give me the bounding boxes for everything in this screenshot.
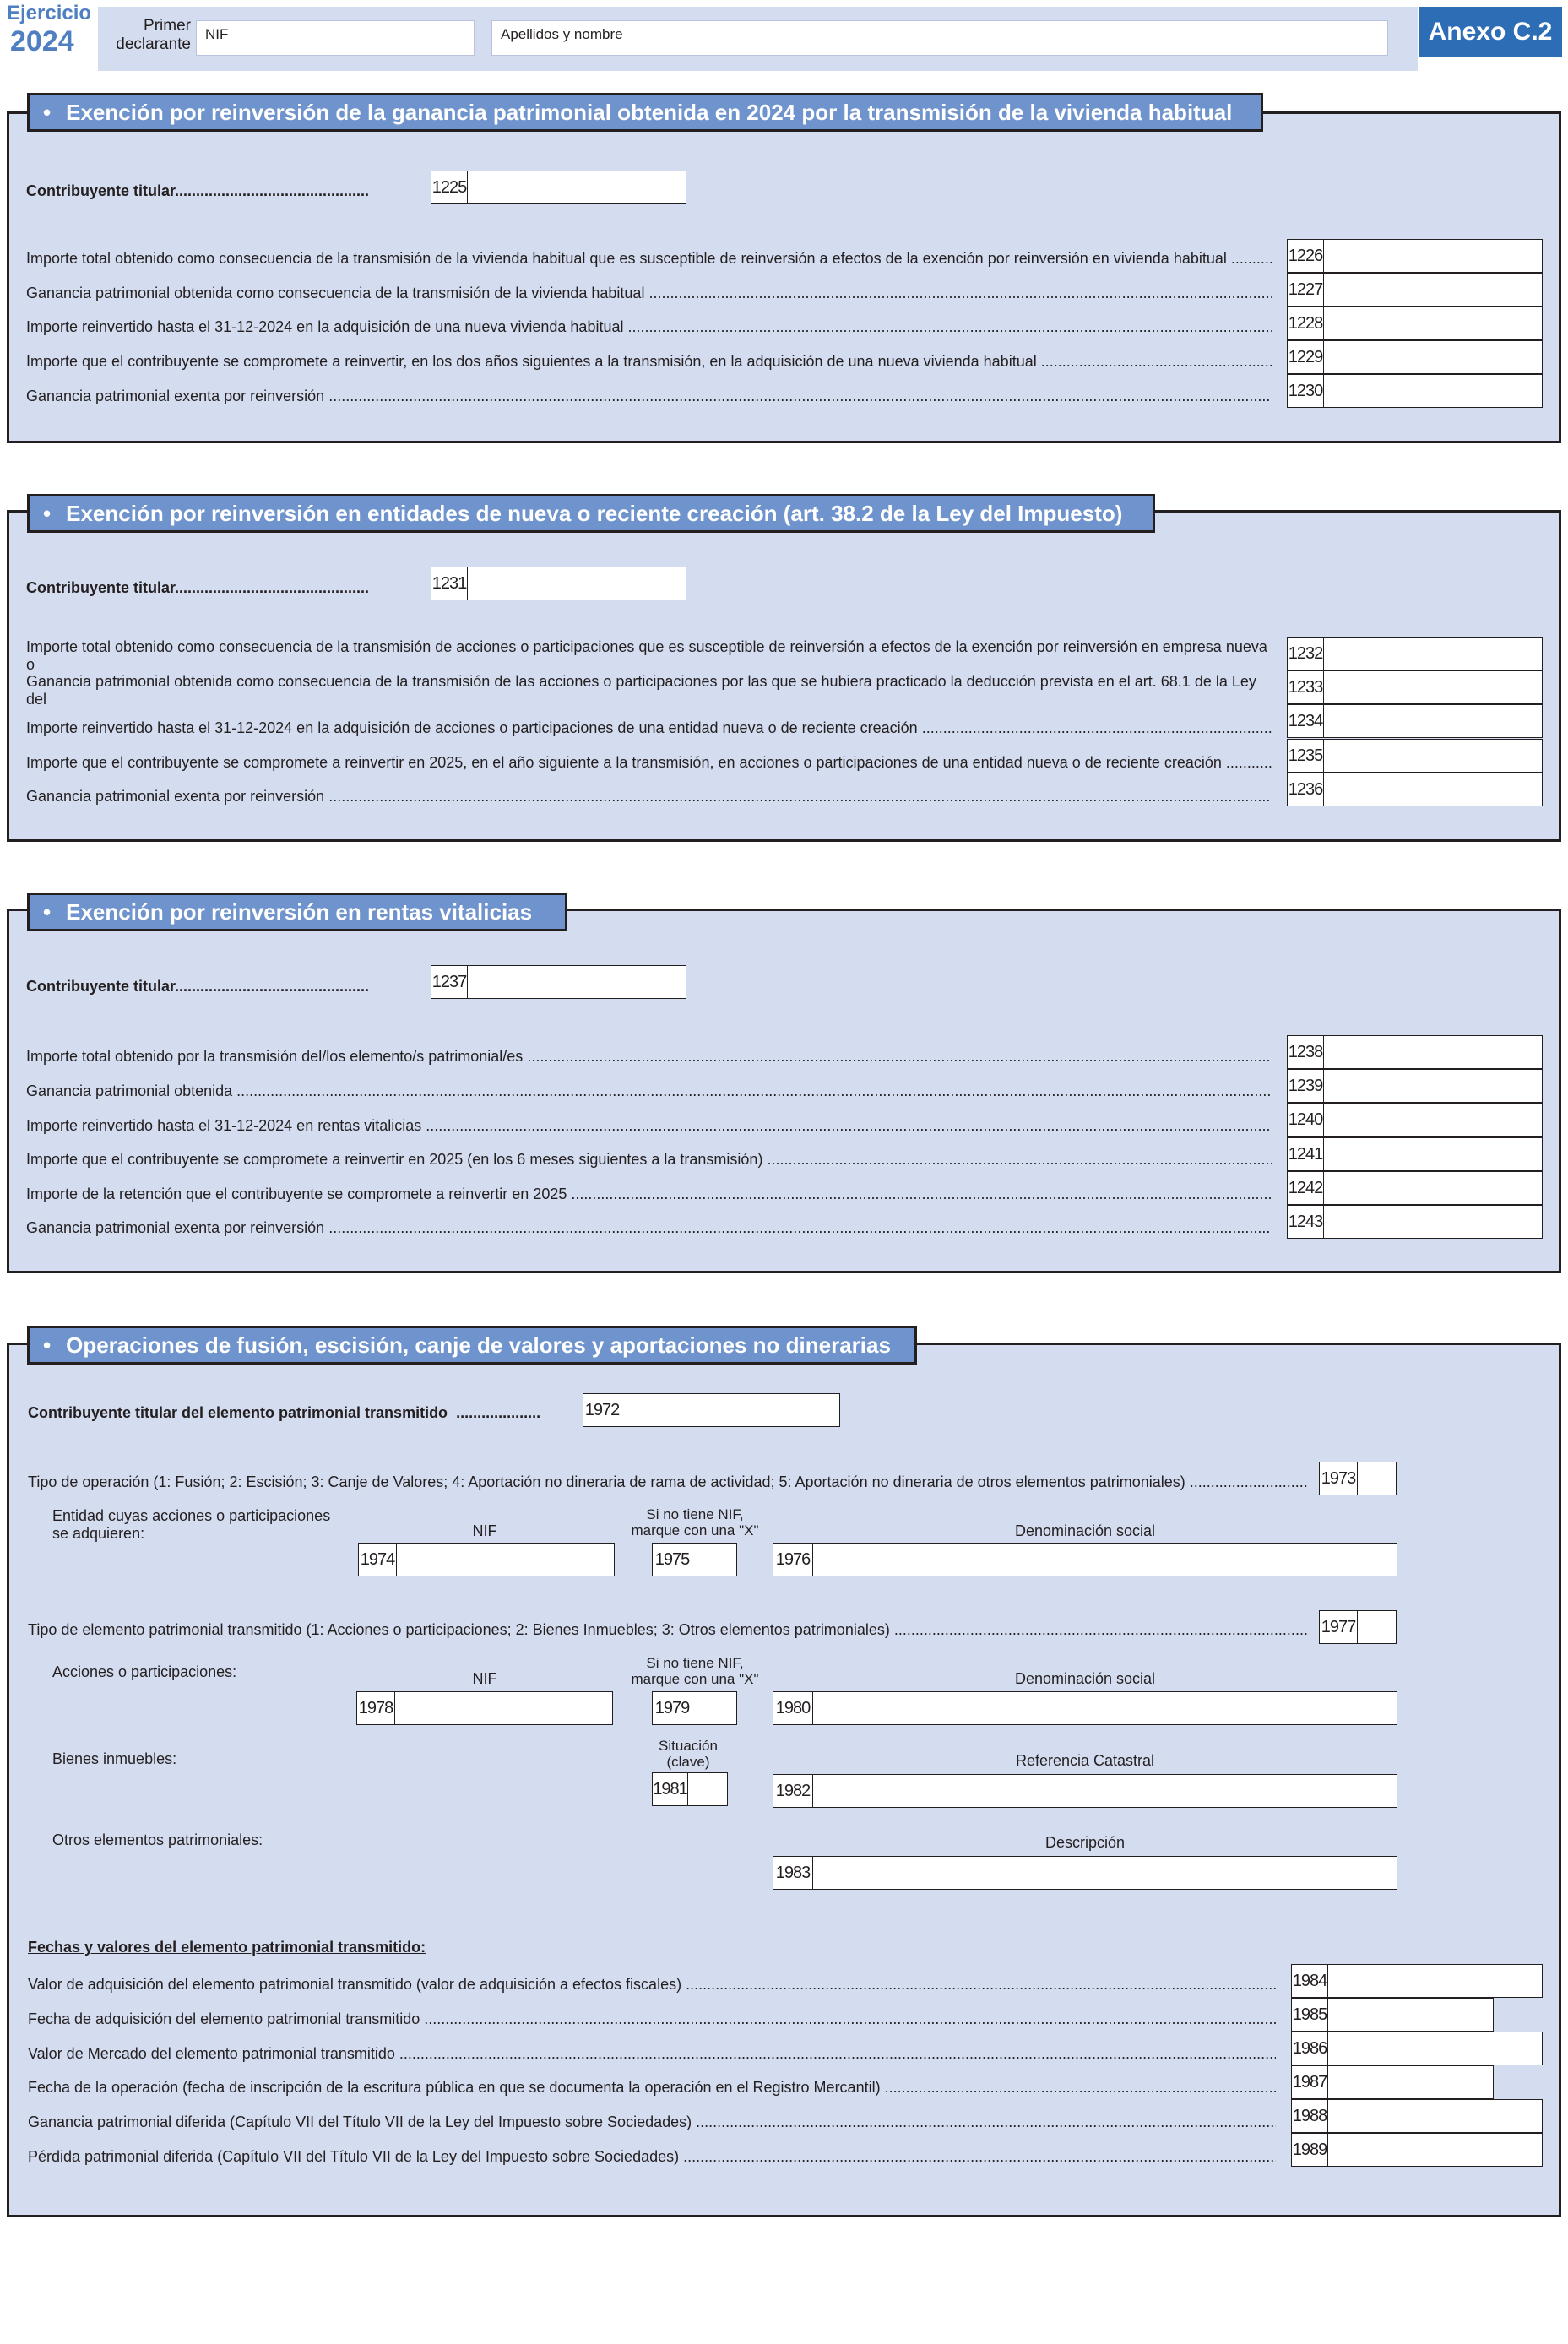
row-label-1984: Valor de adquisición del elemento patrimonial transmitido (valor de adquisición a efectos fiscales) .....: [28, 1976, 1276, 1994]
ejercicio-year: 2024: [10, 25, 74, 57]
code-1982: 1982: [773, 1774, 813, 1808]
primer-declarante-label: Primer declarante: [116, 17, 191, 53]
anexo-badge: Anexo C.2: [1419, 7, 1562, 57]
input-1229[interactable]: [1323, 340, 1543, 374]
row-label-1988: Ganancia patrimonial diferida (Capítulo VII del Título VII de la Ley del Impuesto sobre Sociedades) .....: [28, 2113, 1276, 2131]
row-label-1238: Importe total obtenido por la transmisión del/los elemento/s patrimonial/es .....: [26, 1048, 1272, 1066]
row-label-1986: Valor de Mercado del elemento patrimonial transmitido .....: [28, 2045, 1276, 2063]
input-1985[interactable]: [1327, 1998, 1494, 2032]
row-label-1243: Ganancia patrimonial exenta por reinversión .....: [26, 1219, 1272, 1237]
referencia-catastral-label: Referencia Catastral: [1015, 1752, 1155, 1769]
code-1985: 1985: [1291, 1998, 1328, 2032]
input-1978[interactable]: [394, 1691, 613, 1725]
input-1231[interactable]: [467, 567, 686, 600]
code-1240: 1240: [1287, 1103, 1324, 1137]
input-1983[interactable]: [812, 1856, 1397, 1890]
input-1973[interactable]: [1357, 1462, 1397, 1495]
code-1230: 1230: [1287, 374, 1324, 408]
code-1981: 1981: [652, 1772, 688, 1806]
input-1230[interactable]: [1323, 374, 1543, 408]
input-1232[interactable]: [1323, 637, 1543, 670]
input-1234[interactable]: [1323, 704, 1543, 738]
sin-nif-label: Si no tiene NIF, marque con una "X": [631, 1506, 759, 1538]
input-1228[interactable]: [1323, 307, 1543, 340]
code-1977: 1977: [1319, 1610, 1358, 1644]
code-1987: 1987: [1291, 2065, 1328, 2099]
code-1986: 1986: [1291, 2032, 1328, 2065]
row-label-1239: Ganancia patrimonial obtenida .....: [26, 1082, 1272, 1100]
row-label-1230: Ganancia patrimonial exenta por reinversión .....: [26, 388, 1272, 405]
section-title-vivienda: • Exención por reinversión de la ganancia patrimonial obtenida en 2024 por la transmisión de la vivienda habitual: [27, 93, 1263, 132]
input-1989[interactable]: [1327, 2133, 1543, 2167]
code-1975: 1975: [652, 1543, 692, 1576]
code-1978: 1978: [356, 1691, 395, 1725]
input-1977[interactable]: [1357, 1610, 1397, 1644]
code-1234: 1234: [1287, 704, 1324, 738]
row-label-1240: Importe reinvertido hasta el 31-12-2024 en rentas vitalicias .....: [26, 1117, 1272, 1135]
input-1225[interactable]: [467, 171, 686, 204]
input-1242[interactable]: [1323, 1171, 1543, 1205]
input-1233[interactable]: [1323, 670, 1543, 704]
apellidos-nombre-field[interactable]: [491, 20, 1388, 56]
code-1974: 1974: [358, 1543, 397, 1576]
denominacion-column-label: Denominación social: [1014, 1670, 1156, 1687]
input-1988[interactable]: [1327, 2099, 1543, 2133]
row-label-1232: Importe total obtenido como consecuencia de la transmisión de acciones o participaciones que es susceptible de reinversión a efectos de la exención por reinversión en empresa nueva o: [26, 638, 1267, 673]
code-1227: 1227: [1287, 273, 1324, 307]
section-title-rentas-vitalicias: • Exención por reinversión en rentas vitalicias: [27, 893, 567, 931]
code-1976: 1976: [773, 1543, 813, 1576]
descripcion-label: Descripción: [1044, 1834, 1126, 1851]
code-1229: 1229: [1287, 340, 1324, 374]
input-1241[interactable]: [1323, 1137, 1543, 1171]
code-1235: 1235: [1287, 739, 1324, 773]
situacion-label: Situación (clave): [659, 1738, 718, 1770]
code-1243: 1243: [1287, 1205, 1324, 1239]
code-1233: 1233: [1287, 670, 1324, 704]
input-1982[interactable]: [812, 1774, 1397, 1808]
input-1237[interactable]: [467, 965, 686, 999]
input-1980[interactable]: [812, 1691, 1397, 1725]
otros-elementos-label: Otros elementos patrimoniales:: [52, 1831, 263, 1848]
row-label-1228: Importe reinvertido hasta el 31-12-2024 en la adquisición de una nueva vivienda habitual .....: [26, 318, 1272, 336]
row-label-1235: Importe que el contribuyente se compromete a reinvertir en 2025, en el año siguiente a la transmisión, en acciones o participaciones de una entidad nueva o de reciente creación .....: [26, 754, 1272, 772]
input-1974[interactable]: [396, 1543, 615, 1576]
code-1239: 1239: [1287, 1069, 1324, 1103]
code-1238: 1238: [1287, 1035, 1324, 1069]
row-label-1985: Fecha de adquisición del elemento patrimonial transmitido .....: [28, 2010, 1276, 2028]
input-1984[interactable]: [1327, 1964, 1543, 1998]
fechas-valores-title: Fechas y valores del elemento patrimonial transmitido:: [28, 1939, 426, 1956]
input-1226[interactable]: [1323, 239, 1543, 273]
acciones-label: Acciones o participaciones:: [52, 1663, 237, 1680]
input-1976[interactable]: [812, 1543, 1397, 1576]
row-label-1233: Ganancia patrimonial obtenida como consecuencia de la transmisión de las acciones o participaciones por las que se hubiera practicado la deducción prevista en el art. 68.1 de la Ley del: [26, 673, 1256, 708]
input-1227[interactable]: [1323, 273, 1543, 307]
nif-column-label: NIF: [472, 1670, 497, 1687]
code-1232: 1232: [1287, 637, 1324, 670]
nif-field[interactable]: [196, 20, 475, 56]
input-1238[interactable]: [1323, 1035, 1543, 1069]
checkbox-1979[interactable]: [692, 1691, 737, 1725]
input-1239[interactable]: [1323, 1069, 1543, 1103]
contribuyente-elemento-label: Contribuyente titular del elemento patrimonial transmitido ....................: [28, 1404, 541, 1421]
row-label-1229: Importe que el contribuyente se compromete a reinvertir, en los dos años siguientes a la transmisión, en la adquisición de una nueva vivienda habitual .....: [26, 353, 1272, 371]
code-1231: 1231: [431, 567, 468, 600]
section-title-fusion: • Operaciones de fusión, escisión, canje de valores y aportaciones no dinerarias: [27, 1326, 917, 1365]
tipo-operacion-label: Tipo de operación (1: Fusión; 2: Escisión; 3: Canje de Valores; 4: Aportación no dineraria de rama de actividad; 5: Aportación no dineraria de otros elementos patrimoniales) .....: [28, 1473, 1307, 1491]
code-1228: 1228: [1287, 307, 1324, 340]
input-1240[interactable]: [1323, 1103, 1543, 1137]
denominacion-column-label: Denominación social: [1014, 1522, 1156, 1539]
row-label-1242: Importe de la retención que el contribuyente se compromete a reinvertir en 2025 .....: [26, 1186, 1272, 1203]
input-1235[interactable]: [1323, 739, 1543, 773]
input-1972[interactable]: [621, 1393, 840, 1427]
input-1243[interactable]: [1323, 1205, 1543, 1239]
code-1226: 1226: [1287, 239, 1324, 273]
code-1980: 1980: [773, 1691, 813, 1725]
row-label-1234: Importe reinvertido hasta el 31-12-2024 en la adquisición de acciones o participaciones de una entidad nueva o de reciente creación .....: [26, 719, 1272, 737]
code-1242: 1242: [1287, 1171, 1324, 1205]
nif-column-label: NIF: [472, 1522, 497, 1539]
row-label-1987: Fecha de la operación (fecha de inscripción de la escritura pública en que se documenta la operación en el Registro Mercantil) .....: [28, 2079, 1276, 2097]
entidad-label: Entidad cuyas acciones o participaciones se adquieren:: [52, 1507, 331, 1542]
nif-label: NIF: [205, 26, 229, 42]
code-1988: 1988: [1291, 2099, 1328, 2133]
input-1981[interactable]: [687, 1772, 728, 1806]
checkbox-1975[interactable]: [692, 1543, 737, 1576]
code-1972: 1972: [583, 1393, 621, 1427]
row-label-1226: Importe total obtenido como consecuencia de la transmisión de la vivienda habitual que es susceptible de reinversión a efectos de la exención por reinversión en vivienda habitual .....: [26, 250, 1272, 268]
code-1236: 1236: [1287, 773, 1324, 806]
code-1241: 1241: [1287, 1137, 1324, 1171]
code-1979: 1979: [652, 1691, 692, 1725]
input-1986[interactable]: [1327, 2032, 1543, 2065]
code-1237: 1237: [431, 965, 468, 999]
input-1987[interactable]: [1327, 2065, 1494, 2099]
bienes-inmuebles-label: Bienes inmuebles:: [52, 1750, 177, 1767]
code-1983: 1983: [773, 1856, 813, 1890]
tipo-elemento-label: Tipo de elemento patrimonial transmitido (1: Acciones o participaciones; 2: Bienes Inmuebles; 3: Otros elementos patrimoniales) .....: [28, 1621, 1307, 1639]
code-1225: 1225: [431, 171, 468, 204]
code-1989: 1989: [1291, 2133, 1328, 2167]
contribuyente-titular-label: Contribuyente titular..............................................: [26, 978, 370, 995]
input-1236[interactable]: [1323, 773, 1543, 806]
code-1984: 1984: [1291, 1964, 1328, 1998]
apellidos-nombre-label: Apellidos y nombre: [501, 26, 623, 42]
ejercicio-label: Ejercicio: [7, 2, 92, 24]
code-1973: 1973: [1319, 1462, 1358, 1495]
row-label-1989: Pérdida patrimonial diferida (Capítulo VII del Título VII de la Ley del Impuesto sobre Sociedades) .....: [28, 2148, 1276, 2166]
sin-nif-label: Si no tiene NIF, marque con una "X": [631, 1655, 759, 1687]
contribuyente-titular-label: Contribuyente titular..............................................: [26, 182, 370, 199]
contribuyente-titular-label: Contribuyente titular..............................................: [26, 579, 370, 596]
row-label-1227: Ganancia patrimonial obtenida como consecuencia de la transmisión de la vivienda habitual .....: [26, 285, 1272, 302]
row-label-1236: Ganancia patrimonial exenta por reinversión .....: [26, 788, 1272, 806]
row-label-1241: Importe que el contribuyente se compromete a reinvertir en 2025 (en los 6 meses siguientes a la transmisión) .....: [26, 1151, 1272, 1169]
section-title-entidades: • Exención por reinversión en entidades de nueva o reciente creación (art. 38.2 de la Ley del Impuesto): [27, 494, 1155, 533]
